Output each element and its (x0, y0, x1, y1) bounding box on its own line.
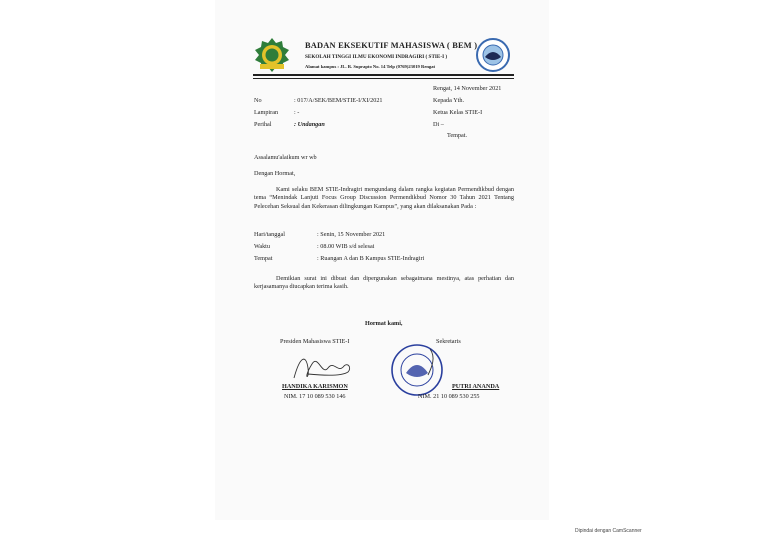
official-stamp (388, 343, 446, 397)
scanner-footnote: Dipindai dengan CamScanner (575, 528, 642, 534)
recipient-line4: Tempat. (447, 132, 468, 139)
meta-no-value: : 017/A/SEK/BEM/STIE-I/XI/2021 (294, 97, 383, 104)
sign-right-nim: NIM. 21 10 089 530 255 (418, 393, 480, 400)
meta-no-label: No (254, 97, 262, 104)
detail-time-value: : 08.00 WIB s/d selesai (317, 243, 375, 250)
org-name: BADAN EKSEKUTIF MAHASISWA ( BEM ) (305, 41, 478, 50)
greeting: Assalamu'alaikum wr wb (254, 154, 317, 161)
bem-logo-icon (473, 37, 513, 73)
stie-logo-icon (254, 37, 290, 73)
meta-perihal-value: : Undangan (294, 121, 325, 128)
salutation: Dengan Hormat, (254, 170, 296, 177)
detail-day-label: Hari/tanggal (254, 231, 285, 238)
meta-lampiran-value: : - (294, 109, 300, 116)
recipient-line2: Ketua Kelas STIE-I (433, 109, 483, 116)
address-line: Alamat kampus : JL. R. Suprapto No. 14 Telp (0769)23019 Rengat (305, 64, 436, 69)
sign-left-nim: NIM. 17 10 089 530 146 (284, 393, 346, 400)
closing-paragraph: Demikian surat ini dibuat dan dipergunakan sebagaimana mestinya, atas perhatian dan kerjasamanya diucapkan terima kasih. (254, 275, 514, 291)
detail-time-label: Waktu (254, 243, 270, 250)
header-rule-thin (253, 78, 514, 79)
place-date: Rengat, 14 November 2021 (433, 85, 502, 92)
signature-left (288, 350, 358, 384)
regards: Hormat kami, (365, 320, 403, 327)
school-name: SEKOLAH TINGGI ILMU EKONOMI INDRAGIRI ( STIE-I ) (305, 54, 448, 60)
sign-right-role: Sekretaris (436, 338, 461, 345)
detail-place-label: Tempat (254, 255, 273, 262)
detail-day-value: : Senin, 15 November 2021 (317, 231, 386, 238)
meta-perihal-label: Perihal (254, 121, 272, 128)
detail-place-value: : Ruangan A dan B Kampus STIE-Indragiri (317, 255, 425, 262)
sign-left-role: Presiden Mahasiswa STIE-I (280, 338, 350, 345)
recipient-line3: Di – (433, 121, 444, 128)
header-rule-thick (253, 74, 514, 76)
sign-left-name: HANDIKA KARISMON (282, 383, 348, 390)
recipient-line1: Kepada Yth. (433, 97, 465, 104)
body-paragraph: Kami selaku BEM STIE-Indragiri mengundang dalam rangka kegiatan Permendikbud dengan tema “Menindak Lanjuti Focus Group Discussion Permendikbud Nomor 30 Tahun 2021 Tentang Pelecehan Seksual dan Kekerasan dilingkungan Kampus”, yang akan dilaksanakan Pada : (254, 186, 514, 210)
sign-right-name: PUTRI ANANDA (452, 383, 500, 390)
meta-lampiran-label: Lampiran (254, 109, 279, 116)
